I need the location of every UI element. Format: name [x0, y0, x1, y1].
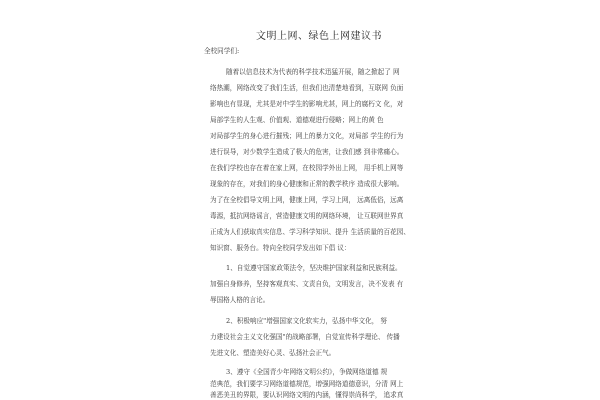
text-line: 进行误导，对少数学生造成了极大的危害，让我们感 到非常痛心。: [210, 148, 404, 156]
text-line: 毒源，抵抗网络谣言，营造健康文明的网络环境， 让互联网世界真: [210, 212, 404, 220]
text-line: 正成为人们获取真实信息、学习科学知识、提升 生活质量的百花园、: [210, 228, 410, 236]
document-body: [196, 0, 420, 400]
text-line: 局部学生的人生观、价值观、道德观进行侵略；网上的黄 色: [210, 116, 384, 124]
document-title: 文明上网、绿色上网建议书: [256, 31, 382, 42]
text-line: 现象的存在，对我们的身心健康和正常的教学秩序 造成很大影响。: [210, 180, 404, 188]
text-line: 知识窗、服务台。特向全校同学发出如下倡 议：: [210, 244, 351, 252]
text-line: 对局部学生的身心进行摧残；网上的暴力文化，对局部 学生的行为: [210, 132, 404, 140]
text-line: 1、自觉遵守国家政策法令，坚决维护国家利益和民族利益。: [226, 264, 402, 272]
text-line: 3、遵守《全国青少年网络文明公约》，争做网络道德 规: [226, 368, 388, 376]
text-line: 2、积极响应"增强国家文化软实力，弘扬中华文化， 努: [226, 317, 387, 325]
text-line: 范典范，我们要学习网络道德规范，增强网络道德意识，分清 网上: [210, 380, 404, 388]
text-line: 随着以信息技术为代表的科学技术迅猛开展，随之掀起了 网: [226, 68, 400, 76]
text-line: 善恶美丑的界限，要认识网络文明的内涵，懂得崇尚科学， 追求真: [210, 391, 404, 399]
text-line: 在我们学校也存在着在家上网，在校园学外出上网， 用手机上网等: [210, 164, 404, 172]
text-line: 络热潮，网络改变了我们生活，但我们也清楚地看到，互联网 负面: [210, 84, 404, 92]
salutation: 全校同学们:: [204, 47, 240, 55]
text-line: 影响也有显现，尤其是对中学生的影响尤甚，网上的腐朽文 化，对: [210, 100, 404, 108]
text-line: 辱国格人格的言论。: [210, 296, 270, 304]
text-line: 先进文化、塑造美好心灵、弘扬社会正气。: [210, 349, 336, 357]
text-line: 为了在全校倡导文明上网，健康上网，学习上网， 远离低俗，远离: [210, 196, 404, 204]
text-line: 加强自身修养，坚持客观真实、文责自负，文明发言，决不发表 有: [210, 280, 404, 288]
text-line: 力建设社会主义文化强国"的战略部署，自觉宣传科学理论、 传播: [210, 333, 400, 341]
